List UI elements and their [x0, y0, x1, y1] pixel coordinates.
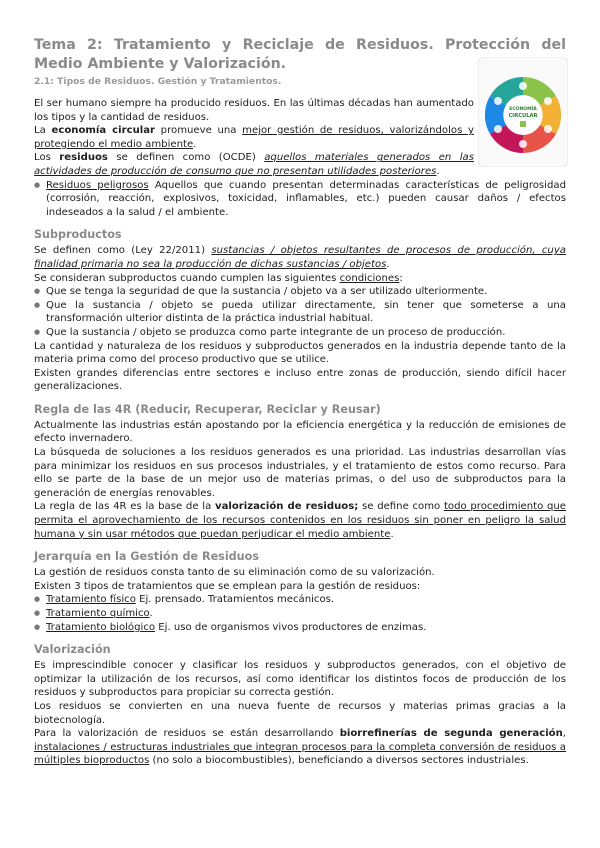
- intro-paragraph-3: Los residuos se definen como (OCDE) aquellos materiales generados en las actividades de producción de consumo que no presentan utilidades posteriores.: [34, 152, 474, 177]
- tratamientos-list: [34, 593, 566, 634]
- regla-paragraph-2: La búsqueda de soluciones a los residuos generados es una prioridad. Las industrias desarrollan vías para minimizar los residuos en sus procesos industriales, y el tratamiento de estos como recurso. Para ello se parte de la base de un mejor uso de materias primas, o del uso de subproductos para la generación de energías renovables.: [34, 447, 566, 499]
- page-title: Tema 2: Tratamiento y Reciclaje de Residuos. Protección del Medio Ambiente y Valorización.: [34, 37, 566, 72]
- regla-paragraph-3: La regla de las 4R es la base de la valorización de residuos; se define como todo procedimiento que permita el aprovechamiento de los recursos contenidos en los residuos sin poner en peligro la salud humana y sin usar métodos que puedan perjudicar el medio ambiente.: [34, 501, 566, 540]
- section-heading-jerarquia: Jerarquía en la Gestión de Residuos: [34, 550, 259, 564]
- intro-paragraph-1: El ser humano siempre ha producido residuos. En las últimas décadas han aumentado los tipos y la cantidad de residuos.: [34, 98, 474, 123]
- list-item: ● Tratamiento químico.: [46, 607, 566, 621]
- list-item: ● Tratamiento físico Ej. prensado. Tratamientos mecánicos.: [46, 593, 566, 607]
- subproductos-paragraph-4: Existen grandes diferencias entre sectores e incluso entre zonas de producción, siendo difícil hacer generalizaciones.: [34, 367, 566, 393]
- subproductos-paragraph-1: Se definen como (Ley 22/2011) sustancias / objetos resultantes de procesos de producción, cuya finalidad primaria no sea la producción de dichas sustancias / objetos.: [34, 245, 566, 270]
- diagram-label-2: CIRCULAR: [508, 113, 538, 119]
- condiciones-list: [34, 285, 566, 339]
- document-page: [34, 36, 566, 768]
- section-heading-regla-4r: Regla de las 4R (Reducir, Recuperar, Reciclar y Reusar): [34, 402, 381, 416]
- subproductos-paragraph-2: Se consideran subproductos cuando cumplen las siguientes condiciones:: [34, 272, 403, 284]
- regla-paragraph-1: Actualmente las industrias están apostando por la eficiencia energética y la reducción de emisiones de efecto invernadero.: [34, 419, 566, 445]
- subproductos-paragraph-3: La cantidad y naturaleza de los residuos y subproductos generados en la industria depende tanto de la materia prima como del proceso productivo que se utilice.: [34, 340, 566, 366]
- diagram-label-1: ECONOMÍA: [509, 107, 537, 112]
- valorizacion-paragraph-2: Los residuos se convierten en una nueva fuente de recursos y materias primas gracias a la biotecnología.: [34, 700, 566, 726]
- page-subtitle: 2.1: Tipos de Residuos. Gestión y Tratamientos.: [34, 76, 282, 87]
- list-item: ● Que la sustancia / objeto se produzca como parte integrante de un proceso de producción.: [46, 326, 566, 340]
- residuos-list: [34, 179, 566, 220]
- jerarquia-paragraph-1: La gestión de residuos consta tanto de su eliminación como de su valorización.: [34, 567, 435, 579]
- valorizacion-paragraph-3: Para la valorización de residuos se están desarrollando biorrefinerías de segunda generación, instalaciones / estructuras industriales que integran procesos para la completa conversión de residuos a múltiples bioproductos (no solo a biocombustibles), beneficiando a diversos sectores industriales.: [34, 728, 566, 767]
- intro-paragraph-2: La economía circular promueve una mejor gestión de residuos, valorizándolos y protegiendo el medio ambiente.: [34, 125, 474, 150]
- section-heading-valorizacion: Valorización: [34, 643, 111, 657]
- list-item: ● Residuos peligrosos Aquellos que cuando presentan determinadas características de peligrosidad (corrosión, reacción, explosivos, toxicidad, inflamables, etc.) pueden causar daños / efectos indeseados a la salud / el ambiente.: [46, 179, 566, 220]
- jerarquia-paragraph-2: Existen 3 tipos de tratamientos que se emplean para la gestión de residuos:: [34, 580, 421, 592]
- list-item: ● Que la sustancia / objeto se pueda utilizar directamente, sin tener que someterse a una transformación ulterior distinta de la práctica industrial habitual.: [46, 299, 566, 326]
- list-item: ● Que se tenga la seguridad de que la sustancia / objeto va a ser utilizado ulteriormente.: [46, 285, 566, 299]
- list-item: ● Tratamiento biológico Ej. uso de organismos vivos productores de enzimas.: [46, 621, 566, 635]
- valorizacion-paragraph-1: Es imprescindible conocer y clasificar los residuos y subproductos generados, con el objetivo de optimizar la utilización de los recursos, así como identificar los distintos focos de producción de los residuos y subproductos para propiciar su correcta gestión.: [34, 660, 566, 699]
- section-heading-subproductos: Subproductos: [34, 228, 122, 242]
